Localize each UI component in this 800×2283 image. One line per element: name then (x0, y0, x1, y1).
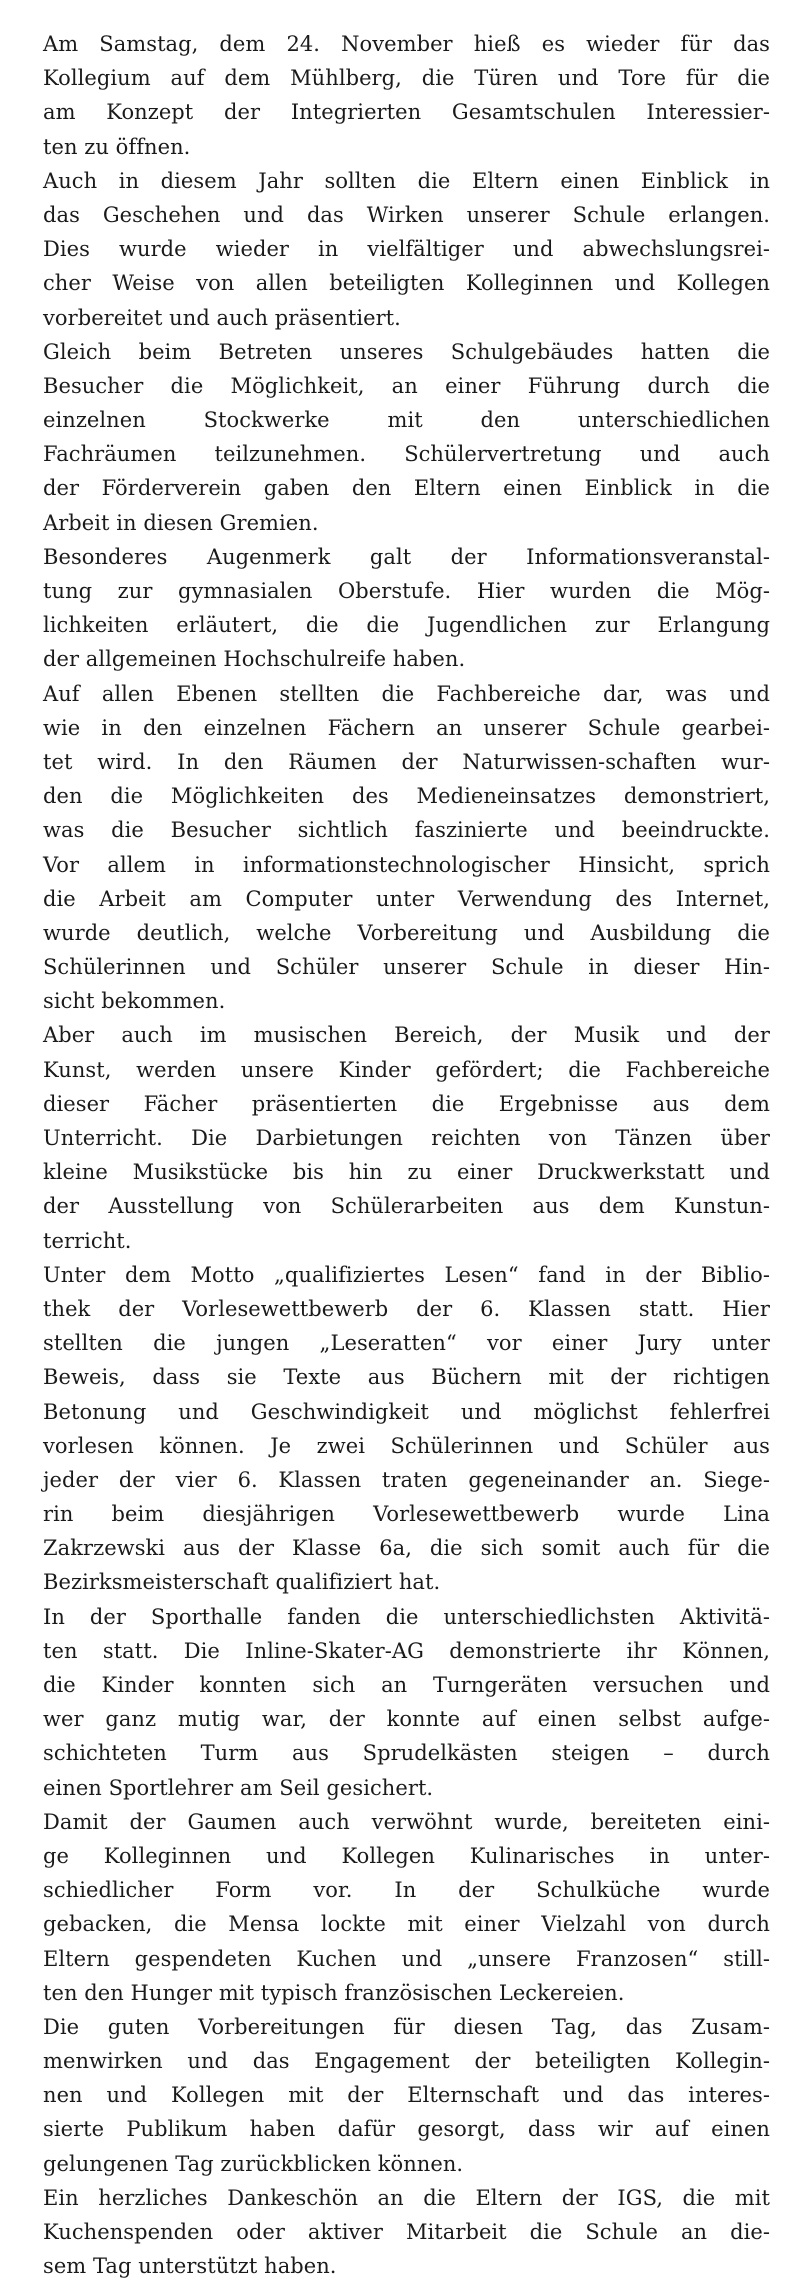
text-line: Kuchenspenden oder aktiver Mitarbeit die Schule an die- (43, 2220, 770, 2244)
text-line: die Arbeit am Computer unter Verwendung des Internet, (43, 886, 770, 911)
text-line: ten den Hunger mit typisch französischen Leckereien. (43, 1980, 625, 2005)
text-line: Aber auch im musischen Bereich, der Musik und der (43, 1023, 770, 1048)
text-line: Zakrzewski aus der Klasse 6a, die sich somit auch für die (43, 1536, 770, 1561)
text-line: sem Tag unterstützt haben. (43, 2254, 337, 2279)
text-line: der allgemeinen Hochschulreife haben. (43, 647, 466, 672)
text-line: Bezirksmeisterschaft qualifiziert hat. (43, 1570, 441, 1595)
text-line: nen und Kollegen mit der Elternschaft und das interes- (43, 2083, 770, 2108)
text-line: schiedlicher Form vor. In der Schulküche wurde (43, 1878, 770, 1903)
paragraph (43, 27, 770, 164)
text-line: ge Kolleginnen und Kollegen Kulinarisches in unter- (43, 1843, 770, 1868)
text-line: Besonderes Augenmerk galt der Informationsveranstal- (43, 544, 770, 569)
text-line: Damit der Gaumen auch verwöhnt wurde, bereiteten eini- (43, 1809, 770, 1834)
text-line: jeder der vier 6. Klassen traten gegeneinander an. Siege- (43, 1467, 770, 1492)
text-line: cher Weise von allen beteiligten Kolleginnen und Kollegen (43, 271, 770, 296)
text-line: In der Sporthalle fanden die unterschiedlichsten Aktivitä- (43, 1604, 770, 1629)
text-line: kleine Musikstücke bis hin zu einer Druckwerkstatt und (43, 1160, 770, 1185)
text-line: einzelnen Stockwerke mit den unterschiedlichen (43, 408, 770, 433)
text-line: wie in den einzelnen Fächern an unserer Schule gearbei- (43, 715, 770, 740)
text-line: Kunst, werden unsere Kinder gefördert; die Fachbereiche (43, 1057, 770, 1082)
paragraph (43, 1805, 770, 2010)
text-line: Auch in diesem Jahr sollten die Eltern einen Einblick in (43, 168, 770, 193)
text-line: tung zur gymnasialen Oberstufe. Hier wurden die Mög- (43, 579, 770, 603)
text-line: die Kinder konnten sich an Turngeräten versuchen und (43, 1673, 770, 1697)
text-line: sierte Publikum haben dafür gesorgt, dass wir auf einen (43, 2117, 770, 2142)
text-line: schichteten Turm aus Sprudelkästen steigen – durch (43, 1741, 770, 1766)
text-line: vorlesen können. Je zwei Schülerinnen und Schüler aus (43, 1433, 770, 1458)
paragraph (43, 540, 770, 677)
text-line: Schülerinnen und Schüler unserer Schule in dieser Hin- (43, 955, 770, 980)
text-line: gebacken, die Mensa lockte mit einer Vielzahl von durch (43, 1912, 770, 1937)
text-line: Dies wurde wieder in vielfältiger und abwechslungsrei- (43, 237, 770, 262)
text-line: einen Sportlehrer am Seil gesichert. (43, 1775, 434, 1800)
text-line: terricht. (43, 1228, 132, 1253)
paragraph (43, 2010, 770, 2181)
text-line: Am Samstag, dem 24. November hieß es wieder für das (43, 32, 770, 56)
paragraph (43, 1258, 770, 1600)
text-line: wurde deutlich, welche Vorbereitung und Ausbildung die (43, 920, 770, 945)
text-line: was die Besucher sichtlich faszinierte und beeindruckte. (43, 818, 770, 843)
text-line: ten zu öffnen. (43, 134, 191, 159)
text-line: thek der Vorlesewettbewerb der 6. Klassen statt. Hier (43, 1296, 770, 1321)
text-line: sicht bekommen. (43, 989, 226, 1014)
text-line: Unter dem Motto „qualifiziertes Lesen“ fand in der Biblio- (43, 1262, 770, 1287)
text-line: den die Möglichkeiten des Medieneinsatzes demonstriert, (43, 784, 770, 809)
text-line: Betonung und Geschwindigkeit und möglichst fehlerfrei (43, 1399, 770, 1424)
article-body (43, 27, 770, 2279)
text-line: Kollegium auf dem Mühlberg, die Türen und Tore für die (43, 66, 770, 91)
text-line: Besucher die Möglichkeit, an einer Führung durch die (43, 373, 770, 398)
text-line: Die guten Vorbereitungen für diesen Tag, das Zusam- (43, 2014, 770, 2039)
text-line: stellten die jungen „Leseratten“ vor einer Jury unter (43, 1331, 770, 1356)
text-line: vorbereitet und auch präsentiert. (43, 305, 401, 330)
paragraph (43, 1600, 770, 1805)
text-line: lichkeiten erläutert, die die Jugendlichen zur Erlangung (43, 613, 770, 638)
text-line: Ein herzliches Dankeschön an die Eltern der IGS, die mit (43, 2185, 770, 2210)
text-line: dieser Fächer präsentierten die Ergebnisse aus dem (43, 1091, 770, 1116)
text-line: der Ausstellung von Schülerarbeiten aus dem Kunstun- (43, 1194, 770, 1219)
text-line: am Konzept der Integrierten Gesamtschulen Interessier- (43, 100, 770, 125)
text-line: Arbeit in diesen Gremien. (43, 510, 319, 535)
text-line: gelungenen Tag zurückblicken können. (43, 2151, 464, 2176)
text-line: Auf allen Ebenen stellten die Fachbereiche dar, was und (43, 681, 770, 706)
paragraph (43, 335, 770, 540)
text-line: Unterricht. Die Darbietungen reichten von Tänzen über (43, 1126, 770, 1150)
paragraph (43, 164, 770, 335)
text-line: Fachräumen teilzunehmen. Schülervertretung und auch (43, 442, 770, 467)
text-line: menwirken und das Engagement der beteiligten Kollegin- (43, 2049, 770, 2074)
text-line: tet wird. In den Räumen der Naturwissen-schaften wur- (43, 749, 770, 774)
paragraph (43, 677, 770, 1019)
text-line: Beweis, dass sie Texte aus Büchern mit der richtigen (43, 1365, 770, 1390)
text-line: das Geschehen und das Wirken unserer Schule erlangen. (43, 202, 770, 227)
paragraph (43, 1018, 770, 1257)
text-line: wer ganz mutig war, der konnte auf einen selbst aufge- (43, 1707, 770, 1732)
text-line: Gleich beim Betreten unseres Schulgebäudes hatten die (43, 339, 770, 364)
text-line: Vor allem in informationstechnologischer Hinsicht, sprich (43, 852, 770, 877)
text-line: der Förderverein gaben den Eltern einen Einblick in die (43, 476, 770, 501)
paragraph (43, 2181, 770, 2283)
text-line: Eltern gespendeten Kuchen und „unsere Franzosen“ still- (43, 1946, 770, 1971)
text-line: ten statt. Die Inline-Skater-AG demonstrierte ihr Können, (43, 1638, 770, 1663)
text-line: rin beim diesjährigen Vorlesewettbewerb wurde Lina (43, 1502, 770, 1527)
